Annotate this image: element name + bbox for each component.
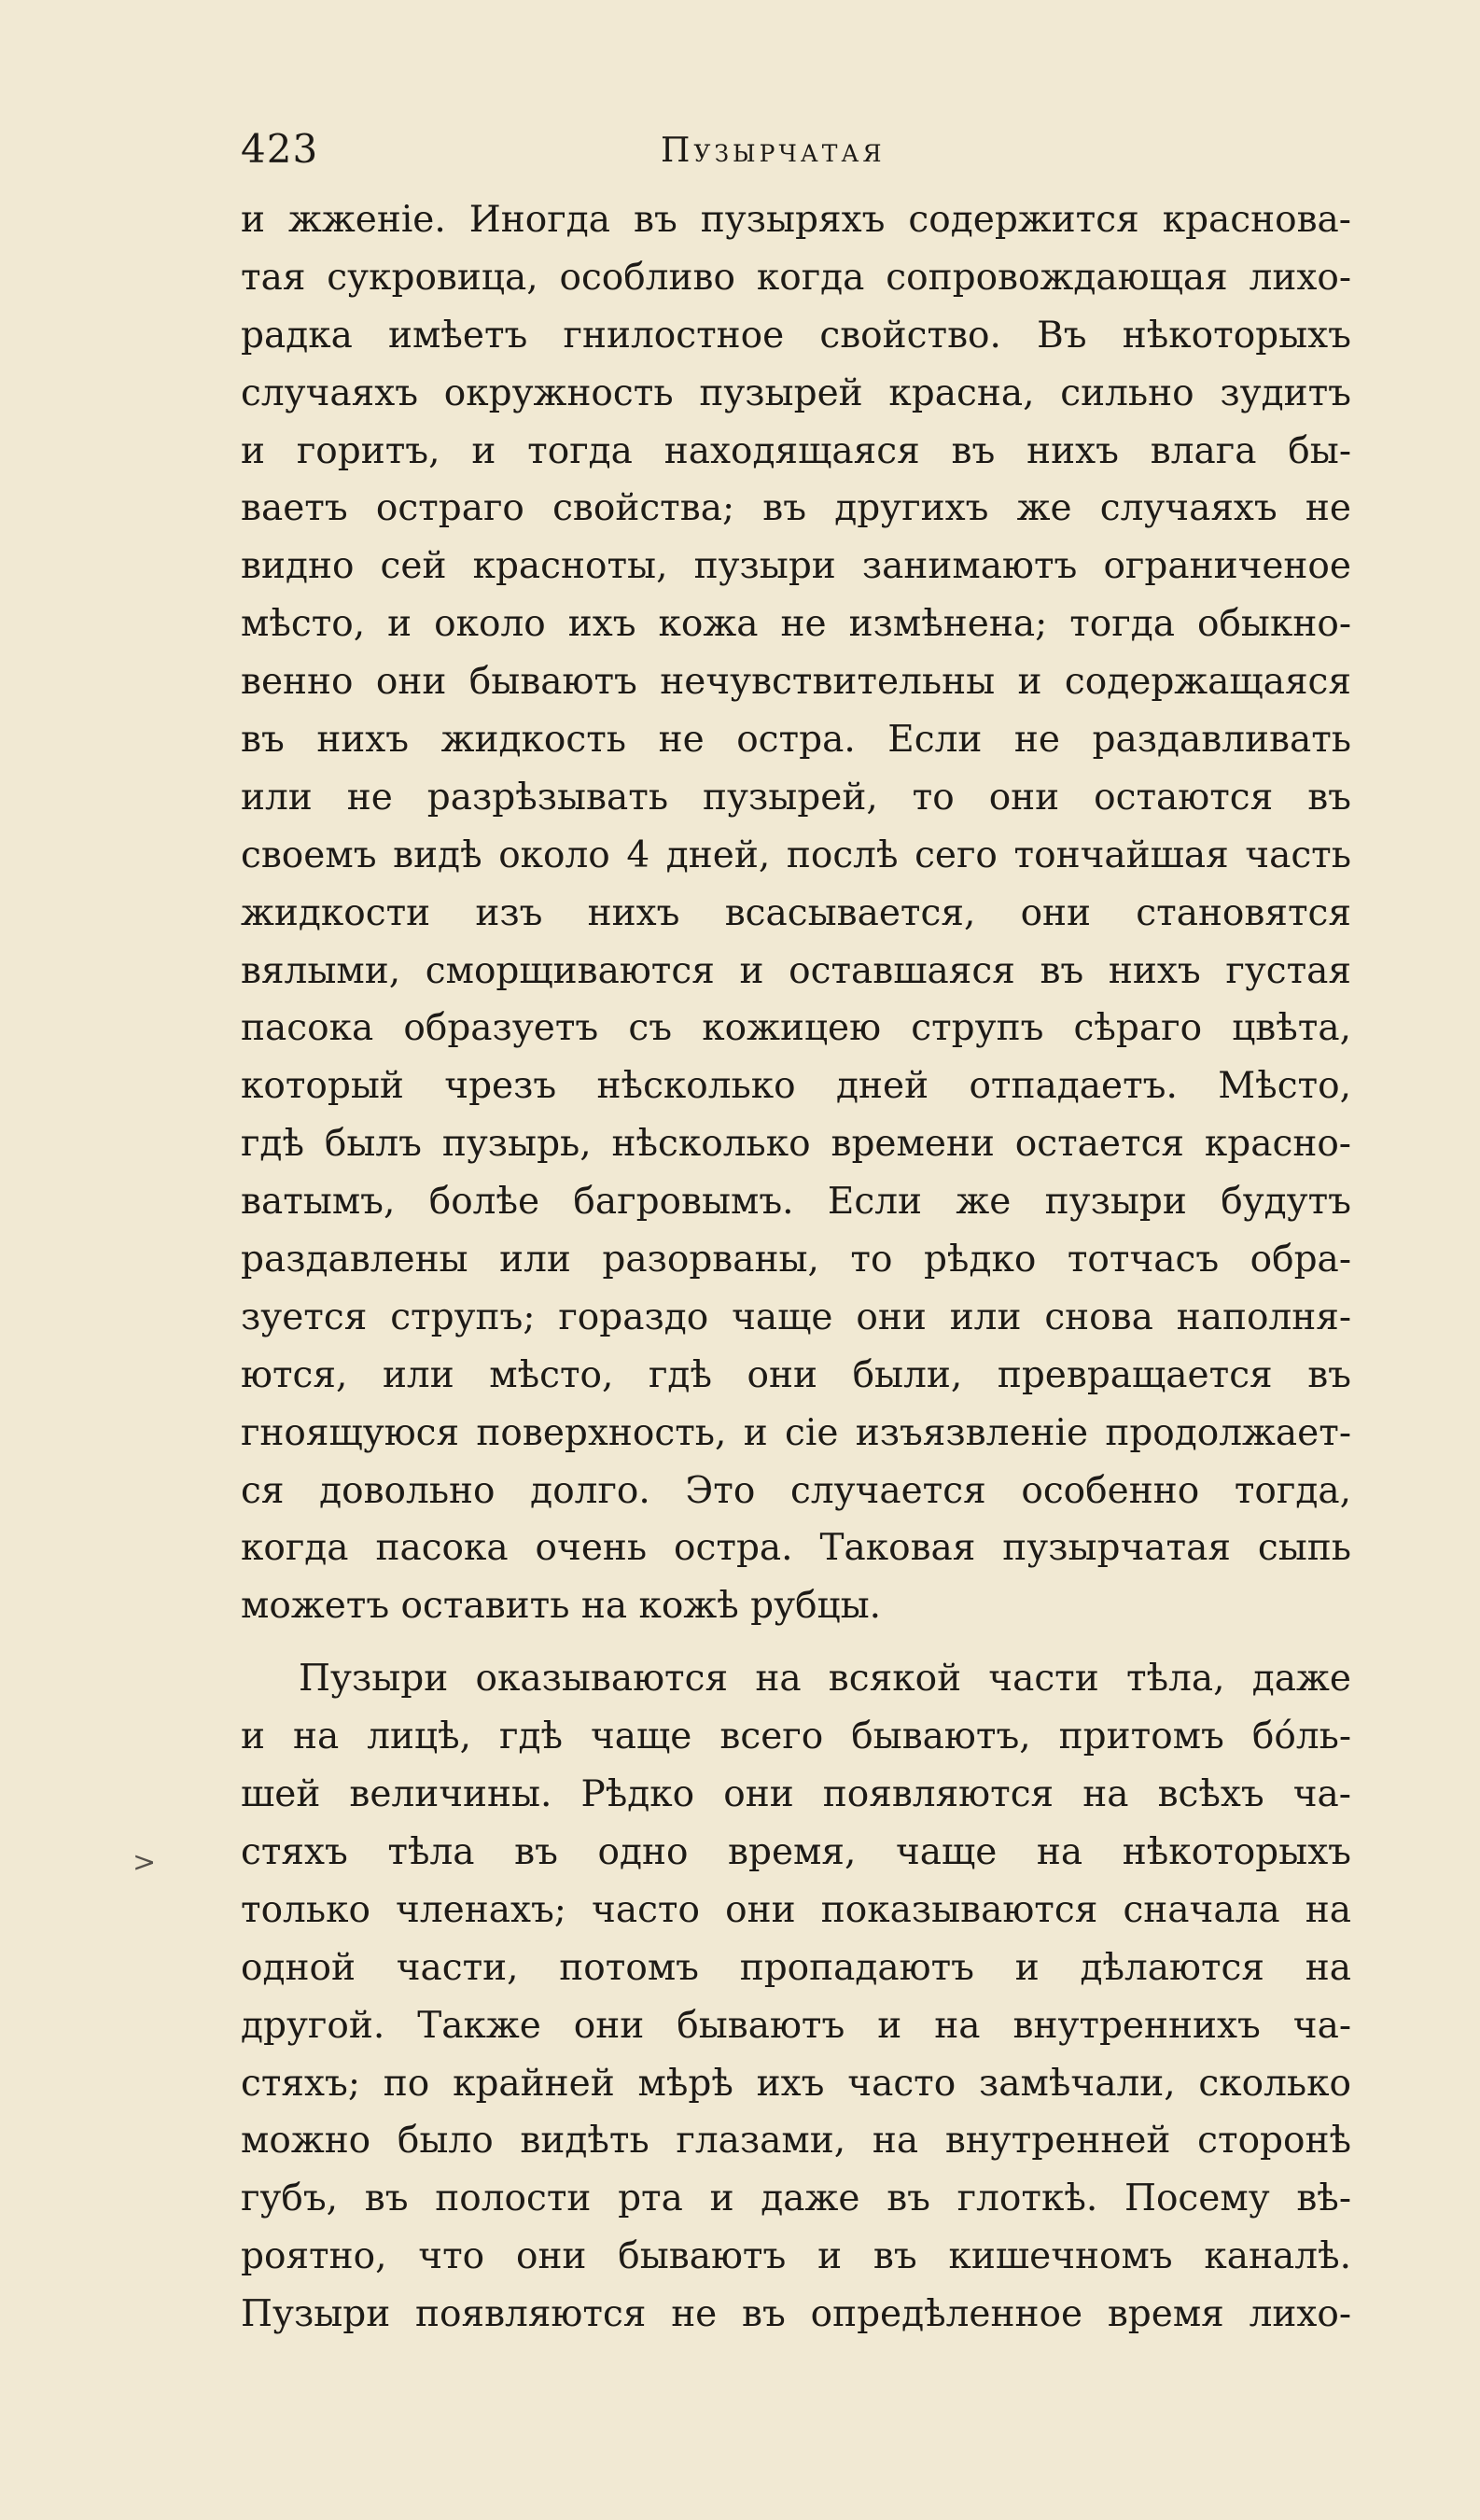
text-line: пасока образуетъ съ кожицею струпъ сѣраго цвѣта, — [241, 1007, 1351, 1050]
page-number: 423 — [241, 126, 319, 172]
text-line: радка имѣетъ гнилостное свойство. Въ нѣкоторыхъ — [241, 314, 1351, 357]
text-line: роятно, что они бываютъ и въ кишечномъ каналѣ. — [241, 2235, 1351, 2278]
text-line: зуется струпъ; гораздо чаще они или снова наполня- — [241, 1295, 1351, 1338]
text-line: своемъ видѣ около 4 дней, послѣ сего тончайшая часть — [241, 833, 1351, 876]
margin-mark: > — [133, 1846, 157, 1879]
text-line: можетъ оставить на кожѣ рубцы. — [241, 1585, 882, 1628]
text-line: и на лицѣ, гдѣ чаще всего бываютъ, притомъ бóль- — [241, 1715, 1351, 1758]
text-line: только членахъ; часто они показываются сначала на — [241, 1888, 1351, 1931]
text-line: Пузыри появляются не въ опредѣленное время лихо- — [241, 2293, 1351, 2336]
paragraph-2 — [241, 1650, 1351, 2344]
text-line: ваетъ остраго свойства; въ другихъ же случаяхъ не — [241, 487, 1351, 530]
body-text — [241, 191, 1351, 2344]
text-line: гноящуюся поверхность, и сіе изъязвленіе продолжает- — [241, 1411, 1351, 1454]
text-line: который чрезъ нѣсколько дней отпадаетъ. Мѣсто, — [241, 1065, 1351, 1108]
text-line: вялыми, сморщиваются и оставшаяся въ нихъ густая — [241, 949, 1351, 992]
text-line: ются, или мѣсто, гдѣ они были, превращается въ — [241, 1353, 1351, 1396]
text-line: случаяхъ окружность пузырей красна, сильно зудитъ — [241, 371, 1351, 414]
text-line: губъ, въ полости рта и даже въ глоткѣ. Посему вѣ- — [241, 2177, 1351, 2220]
text-line: тая сукровица, особливо когда сопровождающая лихо- — [241, 256, 1351, 299]
text-line: или не разрѣзывать пузырей, то они остаются въ — [241, 776, 1351, 819]
text-line: одной части, потомъ пропадаютъ и дѣлаются на — [241, 1946, 1351, 1989]
text-line: Пузыри оказываются на всякой части тѣла, даже — [299, 1658, 1351, 1701]
paragraph-1 — [241, 191, 1351, 1635]
text-line: въ нихъ жидкость не остра. Если не раздавливать — [241, 719, 1351, 762]
text-line: и жженіе. Иногда въ пузыряхъ содержится краснова- — [241, 199, 1351, 241]
text-line: видно сей красноты, пузыри занимаютъ ограниченое — [241, 545, 1351, 588]
text-line: мѣсто, и около ихъ кожа не измѣнена; тогда обыкно- — [241, 603, 1351, 646]
text-line: гдѣ былъ пузырь, нѣсколько времени остается красно- — [241, 1123, 1351, 1166]
text-line: раздавлены или разорваны, то рѣдко тотчасъ обра- — [241, 1239, 1351, 1281]
text-line: стяхъ тѣла въ одно время, чаще на нѣкоторыхъ — [241, 1830, 1351, 1873]
running-title: Пузырчатая — [661, 132, 886, 170]
text-line: стяхъ; по крайней мѣрѣ ихъ часто замѣчали, сколько — [241, 2062, 1351, 2105]
paragraph-gap — [241, 1635, 1351, 1650]
text-line: венно они бываютъ нечувствительны и содержащаяся — [241, 661, 1351, 704]
text-line: шей величины. Рѣдко они появляются на всѣхъ ча- — [241, 1773, 1351, 1816]
text-line: можно было видѣть глазами, на внутренней сторонѣ — [241, 2120, 1351, 2163]
text-line: и горитъ, и тогда находящаяся въ нихъ влага бы- — [241, 429, 1351, 472]
text-line: другой. Также они бываютъ и на внутреннихъ ча- — [241, 2004, 1351, 2047]
text-line: когда пасока очень остра. Таковая пузырчатая сыпь — [241, 1527, 1351, 1570]
text-line: ватымъ, болѣе багровымъ. Если же пузыри будутъ — [241, 1181, 1351, 1224]
text-line: ся довольно долго. Это случается особенно тогда, — [241, 1469, 1351, 1512]
text-line: жидкости изъ нихъ всасывается, они становятся — [241, 891, 1351, 934]
page-header — [241, 125, 1351, 181]
